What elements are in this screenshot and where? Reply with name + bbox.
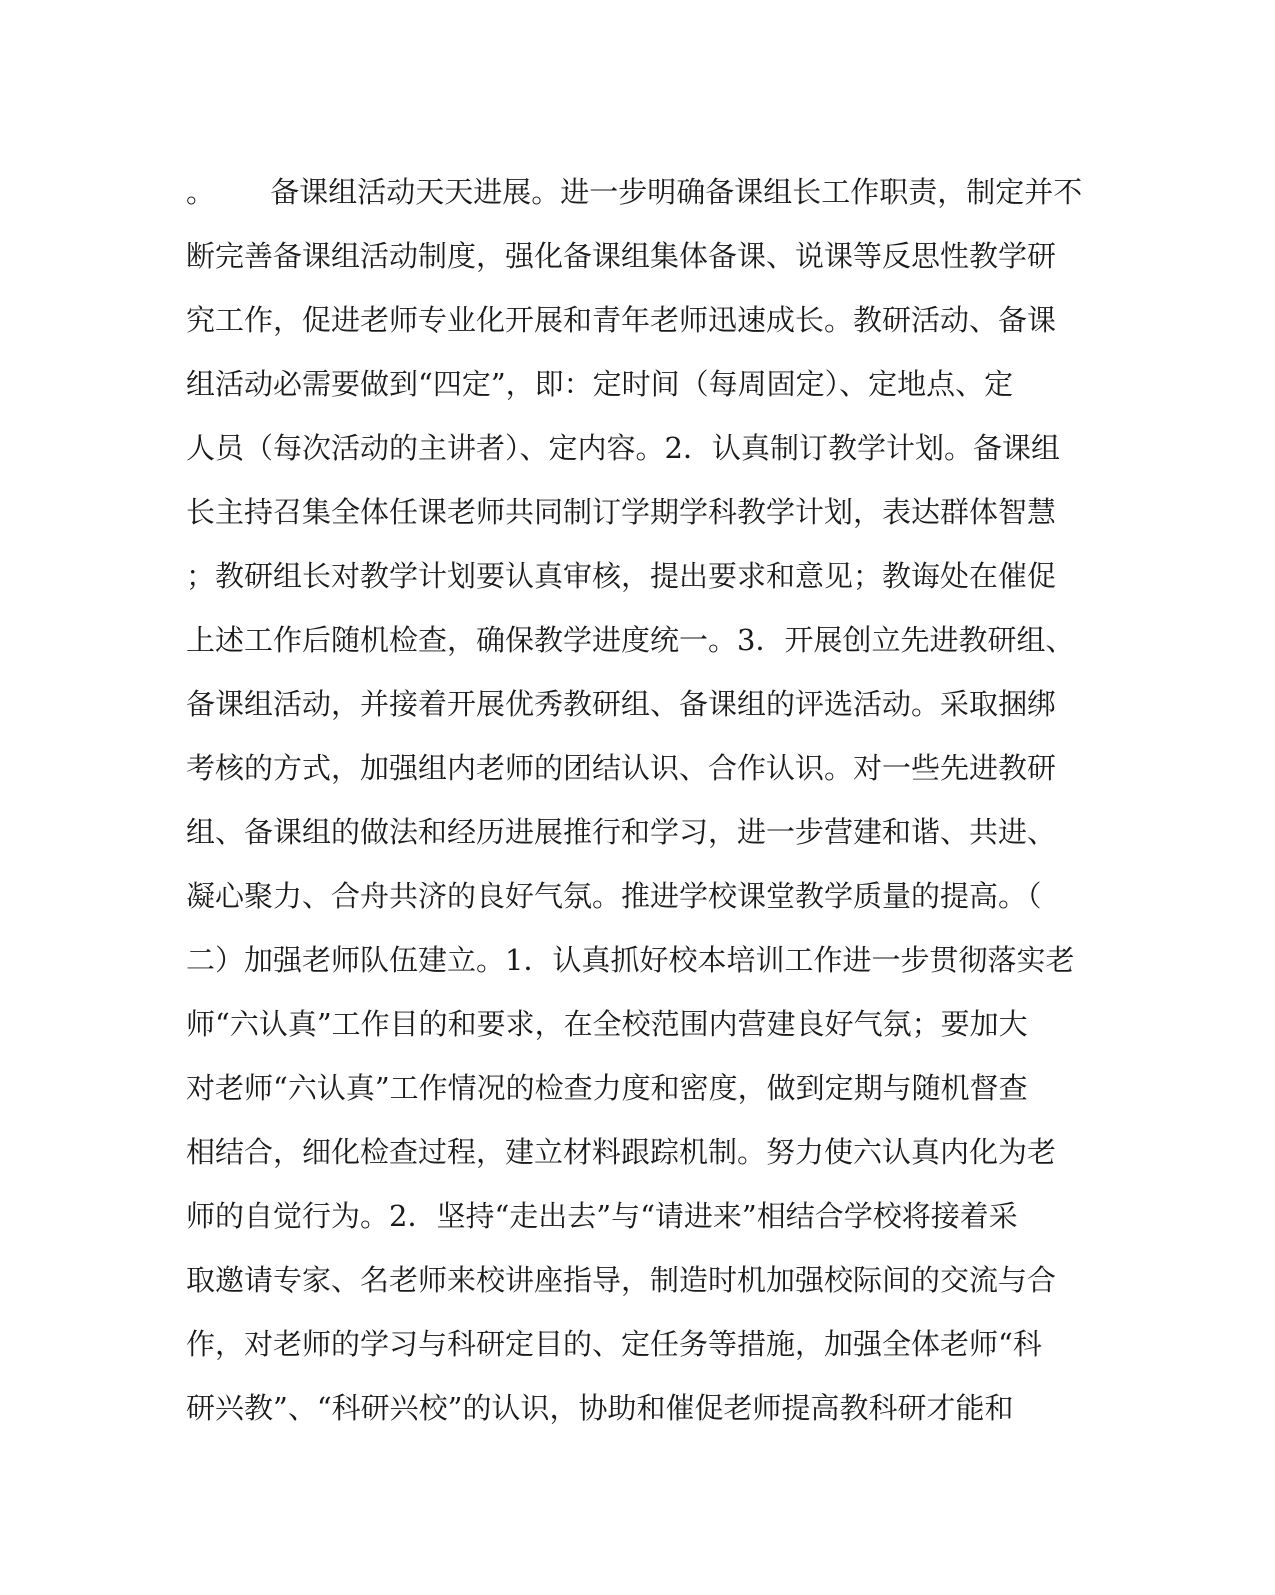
text-line: 二）加强老师队伍建立。1．认真抓好校本培训工作进一步贯彻落实老 [186,943,1075,977]
text-line: 上述工作后随机检查，确保教学进度统一。3．开展创立先进教研组、 [186,623,1075,657]
text-line: 。 备课组活动天天进展。进一步明确备课组长工作职责，制定并不 [186,175,1083,209]
text-line: 作，对老师的学习与科研定目的、定任务等措施，加强全体老师“科 [186,1327,1042,1361]
text-line: 相结合，细化检查过程，建立材料跟踪机制。努力使六认真内化为老 [186,1135,1057,1169]
text-line: 师“六认真”工作目的和要求，在全校范围内营建良好气氛；要加大 [186,1007,1028,1041]
text-line: 取邀请专家、名老师来校讲座指导，制造时机加强校际间的交流与合 [186,1263,1057,1297]
text-line: 组活动必需要做到“四定”，即：定时间（每周固定）、定地点、定 [186,367,1014,401]
text-line: 究工作，促进老师专业化开展和青年老师迅速成长。教研活动、备课 [186,303,1057,337]
text-line: 对老师“六认真”工作情况的检查力度和密度，做到定期与随机督查 [186,1071,1028,1105]
text-line: 师的自觉行为。2．坚持“走出去”与“请进来”相结合学校将接着采 [186,1199,1018,1233]
text-line: 长主持召集全体任课老师共同制订学期学科教学计划，表达群体智慧 [186,495,1057,529]
text-line: 断完善备课组活动制度，强化备课组集体备课、说课等反思性教学研 [186,239,1057,273]
text-line: 人员（每次活动的主讲者）、定内容。2．认真制订教学计划。备课组 [186,431,1060,465]
text-line: 研兴教”、“科研兴校”的认识，协助和催促老师提高教科研才能和 [186,1391,1014,1425]
text-line: 备课组活动，并接着开展优秀教研组、备课组的评选活动。采取捆绑 [186,687,1057,721]
text-line: 考核的方式，加强组内老师的团结认识、合作认识。对一些先进教研 [186,751,1057,785]
body-text [186,160,1086,1440]
text-line: ；教研组长对教学计划要认真审核，提出要求和意见；教诲处在催促 [186,559,1057,593]
text-line: 组、备课组的做法和经历进展推行和学习，进一步营建和谐、共进、 [186,815,1057,849]
text-line: 凝心聚力、合舟共济的良好气氛。推进学校课堂教学质量的提高。（ [186,879,1042,913]
